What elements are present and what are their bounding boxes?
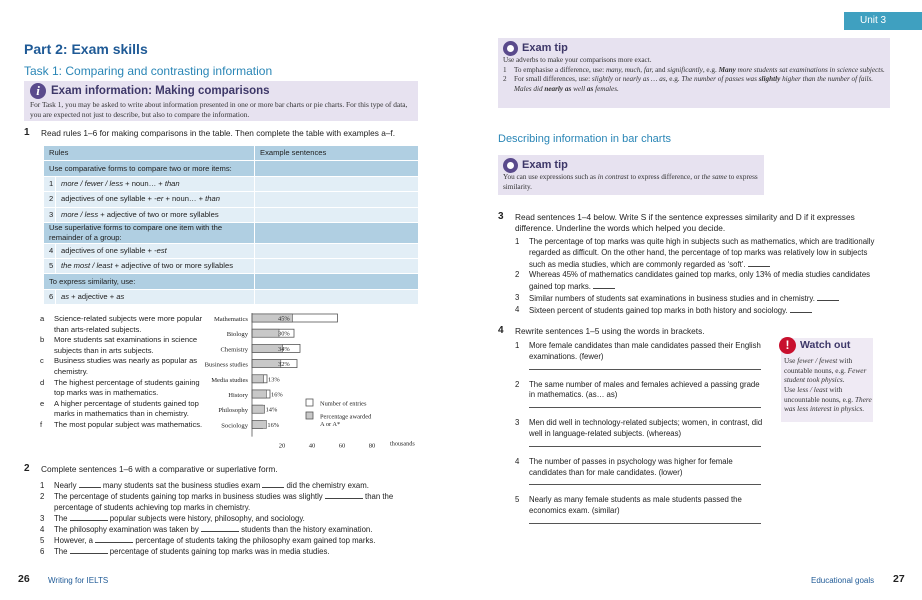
bar-data-label: 14% [265, 406, 278, 414]
category-label: Chemistry [220, 346, 248, 354]
right-page [461, 0, 922, 600]
question-1-text: Read rules 1–6 for making comparisons in the table. Then complete the table with examples a–f. [41, 128, 396, 138]
x-tick-label: 80 [368, 442, 376, 450]
table-row: 6 as + adjective + as [44, 289, 419, 304]
question-3-text: Read sentences 1–4 below. Write S if the sentence expresses similarity and D if it expresses difference. Underline the words which helped you decide. [515, 212, 855, 233]
list-item: f The most popular subject was mathematics. [40, 419, 203, 429]
answer-line[interactable] [529, 517, 761, 524]
legend-swatch-entries [306, 399, 313, 406]
category-label: Sociology [221, 422, 248, 430]
example-answer-cell[interactable] [255, 192, 419, 207]
category-label: History [228, 392, 248, 399]
bar-data-label: 16% [267, 421, 280, 429]
exam-tip-title: Exam tip [522, 42, 568, 54]
category-label: Business studies [204, 361, 248, 369]
example-answer-cell[interactable] [255, 243, 419, 258]
legend-label-entries: Number of entries [320, 400, 367, 408]
example-answer-cell[interactable] [255, 289, 419, 304]
table-row: 1 more / fewer / less + noun… + than [44, 176, 419, 191]
answer-blank[interactable] [748, 259, 770, 267]
exam-information-title: Exam information: Making comparisons [51, 85, 270, 97]
bar-data-label: 45% [278, 315, 290, 323]
book-title-footer: Writing for IELTS [48, 576, 109, 585]
list-item: e A higher percentage of students gained top marks in mathematics than in chemistry. [40, 398, 199, 419]
answer-blank[interactable] [70, 546, 108, 554]
answer-line[interactable] [529, 440, 761, 447]
watch-out-title: Watch out [800, 339, 851, 351]
list-item: a Science-related subjects were more popular than arts-related subjects. [40, 314, 203, 334]
watch-out-text: Use fewer / fewest with countable nouns, e.g. Fewer student took physics. Use less / least with uncountable nouns, e.g. There was less interest in physics. [784, 356, 872, 414]
table-row: 5 the most / least + adjective of two or more syllables [44, 259, 419, 274]
tip-flower-icon [503, 41, 518, 56]
bar-data-label: 16% [271, 391, 283, 399]
bar-awarded [252, 405, 265, 413]
question-2-text: Complete sentences 1–6 with a comparative or superlative form. [41, 464, 278, 474]
exam-information-text: For Task 1, you may be asked to write about information presented in one or more bar charts or pie charts. For this type of data, you are expected not just to describe, but also to compare the information. [30, 100, 408, 119]
list-item: 1 The percentage of top marks was quite high in subjects such as mathematics, which are traditionally regarded as difficult. On the other hand, the percentage of top marks was relatively low in subjects such as media studies, which are commonly regarded as ‘soft’. [515, 237, 875, 269]
answer-blank[interactable] [790, 305, 812, 313]
example-sentences-list [40, 314, 210, 431]
list-item: 1 Nearly many students sat the business studies exam did the chemistry exam. [40, 481, 369, 490]
part-title: Part 2: Exam skills [24, 41, 148, 57]
answer-line[interactable] [529, 478, 761, 485]
example-answer-cell[interactable] [255, 259, 419, 274]
exam-tip-title: Exam tip [522, 159, 568, 171]
category-label: Biology [226, 331, 248, 339]
bar-data-label: 30% [278, 330, 290, 338]
page-number-left: 26 [18, 573, 30, 585]
answer-blank[interactable] [70, 513, 108, 521]
examples-header: Example sentences [255, 146, 419, 161]
chapter-title-footer: Educational goals [811, 576, 875, 585]
list-item: 4 Sixteen percent of students gained top marks in both history and sociology. [515, 305, 875, 317]
list-item: 6 The percentage of students gaining top marks was in media studies. [40, 547, 330, 556]
x-tick-label: 60 [338, 442, 346, 450]
list-item: 3 Similar numbers of students sat examinations in business studies and in chemistry. [515, 293, 875, 305]
watch-out-box [781, 338, 873, 422]
tip-flower-icon [503, 158, 518, 173]
answer-blank[interactable] [95, 535, 133, 543]
example-answer-cell[interactable] [255, 176, 419, 191]
question-4-list [515, 341, 765, 534]
question-1-number: 1 [24, 127, 30, 138]
list-item: 5 However, a percentage of students taking the philosophy exam gained top marks. [40, 536, 376, 545]
legend-swatch-awarded [306, 412, 313, 419]
warning-icon: ! [779, 337, 796, 354]
exam-tip-text: Use adverbs to make your comparisons more exact. 1 To emphasise a difference, use: many, much, far, and significantly, e.g. Many more students sat examinations in science subjects. 2 For small differences, use: slightly or nearly as … as, e.g. The number of passes was slightly higher than the number of fails. Males did nearly as well as females. [503, 56, 885, 94]
exam-tip-box-2 [498, 155, 764, 195]
answer-blank[interactable] [593, 281, 615, 289]
exam-tip-box-1 [498, 38, 890, 108]
list-item: 4 The philosophy examination was taken by students than the history examination. [40, 525, 373, 534]
answer-blank[interactable] [201, 524, 239, 532]
bar-awarded [252, 329, 279, 337]
x-tick-label: 40 [308, 442, 316, 450]
list-item: 3 Men did well in technology-related subjects; women, in contrast, did well in language-related subjects. (whereas) [515, 418, 763, 438]
info-icon: i [30, 83, 46, 99]
answer-blank[interactable] [325, 491, 363, 499]
bar-data-label: 13% [268, 376, 280, 384]
x-tick-label: 20 [278, 442, 286, 450]
answer-blank[interactable] [262, 480, 284, 488]
list-item: 2 The same number of males and females achieved a passing grade in mathematics. (as… as) [515, 379, 760, 400]
category-label: Philosophy [218, 407, 248, 415]
bar-data-label: 32% [278, 361, 290, 369]
bar-awarded [252, 390, 266, 398]
question-4-text: Rewrite sentences 1–5 using the words in brackets. [515, 326, 705, 336]
task-title: Task 1: Comparing and contrasting information [24, 64, 273, 78]
table-group-header: Use superlative forms to compare one item with the remainder of a group: [44, 222, 255, 243]
category-label: Media studies [211, 376, 248, 384]
answer-blank[interactable] [79, 480, 101, 488]
bar-data-label: 34% [278, 345, 290, 353]
list-item: 2 The percentage of students gaining top marks in business studies was slightly than the percentage of students achieving top marks in chemistry. [40, 492, 394, 512]
bar-chart [200, 312, 425, 454]
table-group-header: To express similarity, use: [44, 274, 255, 289]
question-3-list [515, 237, 875, 317]
table-group-header: Use comparative forms to compare two or more items: [44, 161, 255, 176]
list-item: b More students sat examinations in science subjects than in arts subjects. [40, 335, 198, 355]
table-row: 4 adjectives of one syllable + -est [44, 243, 419, 258]
question-2-number: 2 [24, 463, 30, 474]
list-item: 5 Nearly as many female students as male students passed the economics exam. (similar) [515, 495, 742, 516]
list-item: 1 More female candidates than male candidates passed their English examinations. (fewer) [515, 341, 761, 361]
rules-table [43, 145, 419, 305]
exam-tip-text: You can use expressions such as in contrast to express difference, or the same to express similarity. [503, 173, 758, 191]
page-number-right: 27 [893, 573, 905, 585]
table-row: 2 adjectives of one syllable + -er + noun… + than [44, 192, 419, 207]
bar-awarded [252, 375, 264, 383]
list-item: 4 The number of passes in psychology was higher for female candidates than for male candidates. (lower) [515, 456, 733, 477]
x-unit-label: thousands [390, 440, 415, 448]
legend-label-awarded-line1: Percentage awarded [320, 413, 372, 421]
section-title: Describing information in bar charts [498, 133, 672, 145]
category-label: Mathematics [213, 316, 248, 323]
rules-header: Rules [44, 146, 255, 161]
answer-blank[interactable] [817, 293, 839, 301]
question-3-number: 3 [498, 211, 504, 222]
exam-information-box [24, 81, 418, 121]
example-answer-cell[interactable] [255, 207, 419, 222]
question-4-number: 4 [498, 325, 504, 336]
bar-awarded [252, 420, 266, 428]
list-item: c Business studies was nearly as popular as chemistry. [40, 356, 198, 376]
list-item: 2 Whereas 45% of mathematics candidates gained top marks, only 13% of media studies candidates gained top marks. [515, 270, 871, 292]
unit-tab: Unit 3 [844, 12, 922, 30]
list-item: d The highest percentage of students gaining top marks was in mathematics. [40, 377, 200, 398]
table-row: 3 more / less + adjective of two or more syllables [44, 207, 419, 222]
bar-awarded [252, 360, 281, 368]
answer-line[interactable] [529, 363, 761, 370]
legend-label-awarded-line2: A or A* [320, 421, 341, 428]
answer-line[interactable] [529, 401, 761, 408]
question-2-list [40, 480, 420, 557]
list-item: 3 The popular subjects were history, philosophy, and sociology. [40, 514, 305, 523]
